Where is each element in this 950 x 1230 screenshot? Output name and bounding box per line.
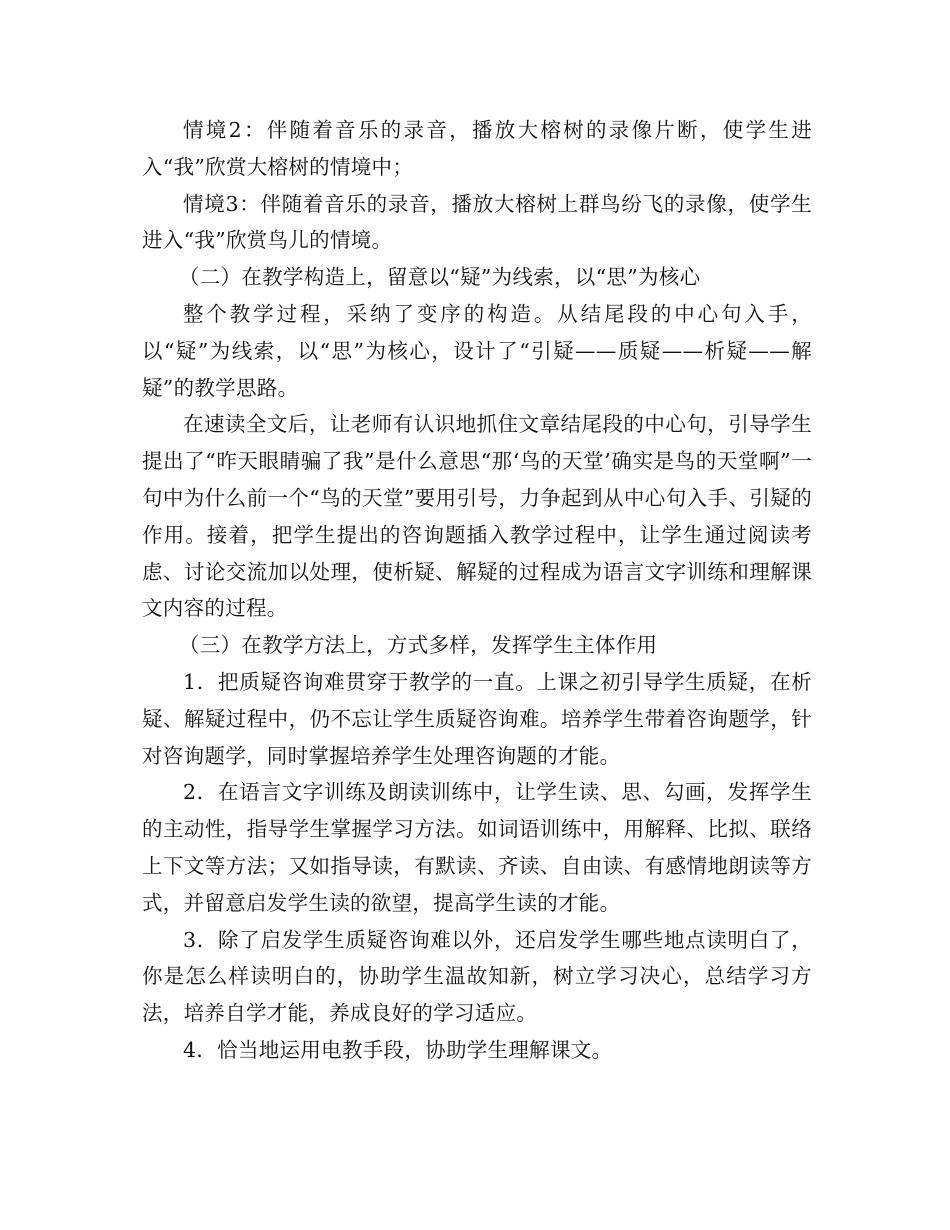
document-body xyxy=(142,112,812,1069)
paragraph-method-1: 1．把质疑咨询难贯穿于教学的一直。上课之初引导学生质疑，在析疑、解疑过程中，仍不忘让学生质疑咨询难。培养学生带着咨询题学，针对咨询题学，同时掌握培养学生处理咨询题的才能。 xyxy=(142,669,812,768)
paragraph-method-2: 2．在语言文字训练及朗读训练中，让学生读、思、勾画，发挥学生的主动性，指导学生掌握学习方法。如词语训练中，用解释、比拟、联络上下文等方法；又如指导读，有默读、齐读、自由读、有感情地朗读等方式，并留意启发学生读的欲望，提高学生读的才能。 xyxy=(142,780,812,915)
paragraph-structure-overview: 整个教学过程，采纳了变序的构造。从结尾段的中心句入手，以“疑”为线索，以“思”为核心，设计了“引疑——质疑——析疑——解疑”的教学思路。 xyxy=(142,301,812,400)
paragraph-structure-detail: 在速读全文后，让老师有认识地抓住文章结尾段的中心句，引导学生提出了“昨天眼睛骗了我”是什么意思“那‘鸟的天堂’确实是鸟的天堂啊”一句中为什么前一个“鸟的天堂”要用引号，力争起到从中心句入手、引疑的作用。接着，把学生提出的咨询题插入教学过程中，让学生通过阅读考虑、讨论交流加以处理，使析疑、解疑的过程成为语言文字训练和理解课文内容的过程。 xyxy=(142,412,812,621)
paragraph-method-3: 3．除了启发学生质疑咨询难以外，还启发学生哪些地点读明白了，你是怎么样读明白的，协助学生温故知新，树立学习决心，总结学习方法，培养自学才能，养成良好的学习适应。 xyxy=(142,927,812,1026)
paragraph-scenario-2: 情境2：伴随着音乐的录音，播放大榕树的录像片断，使学生进入“我”欣赏大榕树的情境中； xyxy=(142,118,812,179)
section-heading-methods: （三）在教学方法上，方式多样，发挥学生主体作用 xyxy=(178,633,658,658)
section-heading-structure: （二）在教学构造上，留意以“疑”为线索，以“思”为核心 xyxy=(178,265,701,290)
paragraph-method-4: 4．恰当地运用电教手段，协助学生理解课文。 xyxy=(183,1037,613,1062)
paragraph-scenario-3: 情境3：伴随着音乐的录音，播放大榕树上群鸟纷飞的录像，使学生进入“我”欣赏鸟儿的情境。 xyxy=(142,191,812,253)
